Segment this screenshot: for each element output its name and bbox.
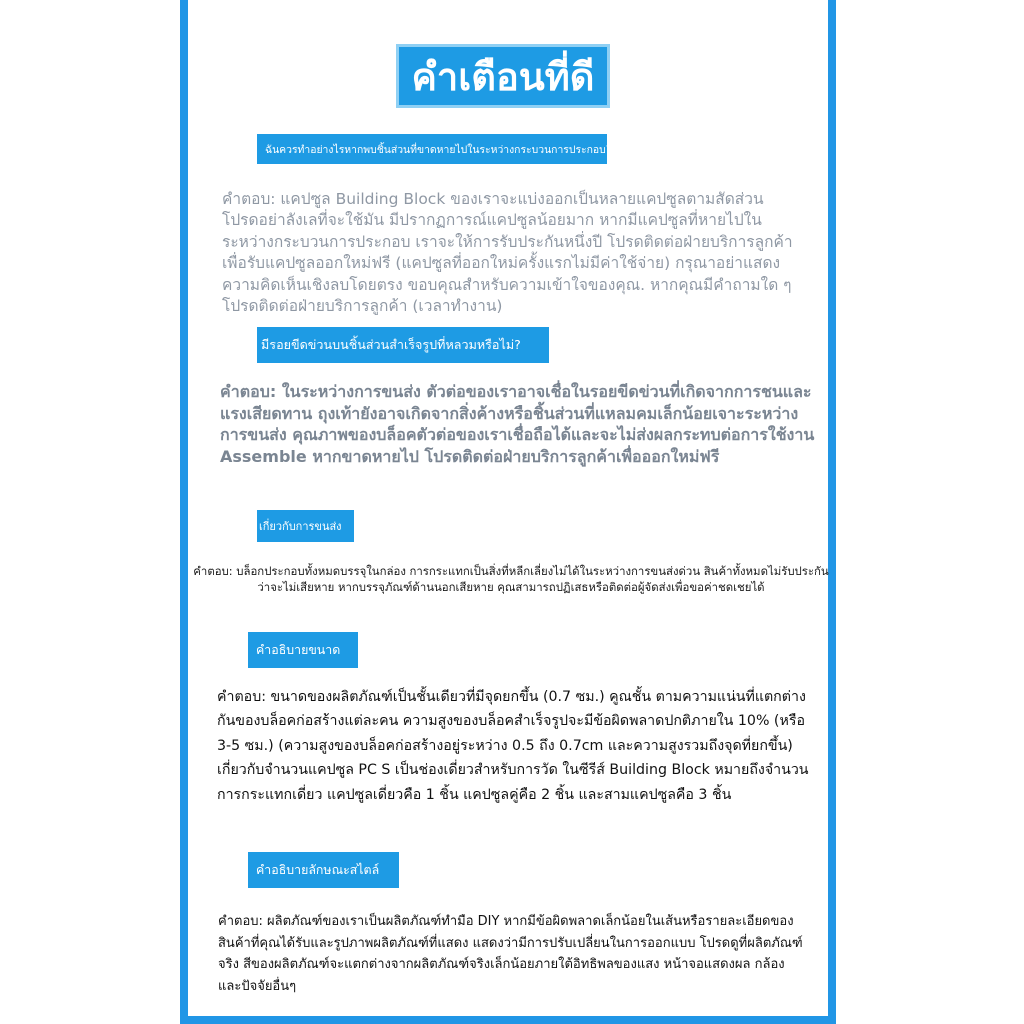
question-tag-missing-parts: ฉันควรทำอย่างไรหากพบชิ้นส่วนที่ขาดหายไปในระหว่างกระบวนการประกอบ? [257,134,607,164]
answer-missing-parts: คำตอบ: แคปซูล Building Block ของเราจะแบ่งออกเป็นหลายแคปซูลตามสัดส่วน โปรดอย่าลังเลที่จะใช้มัน มีปรากฏการณ์แคปซูลน้อยมาก หากมีแคปซูลที่หายไปในระหว่างกระบวนการประกอบ เราจะให้การรับประกันหนึ่งปี โปรดติดต่อฝ่ายบริการลูกค้าเพื่อรับแคปซูลออกใหม่ฟรี (แคปซูลที่ออกใหม่ครั้งแรกไม่มีค่าใช้จ่าย) กรุณาอย่าแสดงความคิดเห็นเชิงลบโดยตรง ขอบคุณสำหรับความเข้าใจของคุณ. หากคุณมีคำถามใด ๆ โปรดติดต่อฝ่ายบริการลูกค้า (เวลาทำงาน) [222,190,793,316]
question-tag-size: คำอธิบายขนาด [248,632,358,668]
page-title: คำเตือนที่ดี [396,44,610,108]
answer-shipping: คำตอบ: บล็อกประกอบทั้งหมดบรรจุในกล่อง การกระแทกเป็นสิ่งที่หลีกเลี่ยงไม่ได้ในระหว่างการขนส่งด่วน สินค้าทั้งหมดไม่รับประกันว่าจะไม่เสียหาย หากบรรจุภัณฑ์ด้านนอกเสียหาย คุณสามารถปฏิเสธหรือติดต่อผู้จัดส่งเพื่อขอค่าชดเชยได้ [193,564,829,594]
question-tag-scratches: มีรอยขีดข่วนบนชิ้นส่วนสำเร็จรูปที่หลวมหรือไม่? [257,327,549,363]
answer-scratches: คำตอบ: ในระหว่างการขนส่ง ตัวต่อของเราอาจเชื่อในรอยขีดข่วนที่เกิดจากการชนและแรงเสียดทาน ถุงเท้ายังอาจเกิดจากสิ่งค้างหรือชิ้นส่วนที่แหลมคมเล็กน้อยเจาะระหว่างการขนส่ง คุณภาพของบล็อคตัวต่อของเราเชื่อถือได้และจะไม่ส่งผลกระทบต่อการใช้งาน Assemble หากขาดหายไป โปรดติดต่อฝ่ายบริการลูกค้าเพื่อออกใหม่ฟรี [220,382,815,466]
answer-style: คำตอบ: ผลิตภัณฑ์ของเราเป็นผลิตภัณฑ์ทำมือ DIY หากมีข้อผิดพลาดเล็กน้อยในเส้นหรือรายละเอียดของสินค้าที่คุณได้รับและรูปภาพผลิตภัณฑ์ที่แสดง แสดงว่ามีการปรับเปลี่ยนในการออกแบบ โปรดดูที่ผลิตภัณฑ์จริง สีของผลิตภัณฑ์จะแตกต่างจากผลิตภัณฑ์จริงเล็กน้อยภายใต้อิทธิพลของแสง หน้าจอแสดงผล กล้อง และปัจจัยอื่นๆ [218,914,803,994]
question-tag-shipping: เกี่ยวกับการขนส่ง [257,510,354,542]
answer-size: คำตอบ: ขนาดของผลิตภัณฑ์เป็นชั้นเดียวที่มีจุดยกขึ้น (0.7 ซม.) คูณชั้น ตามความแน่นที่แตกต่างกันของบล็อคก่อสร้างแต่ละคน ความสูงของบล็อคสำเร็จรูปจะมีข้อผิดพลาดปกติภายใน 10% (หรือ 3-5 ซม.) (ความสูงของบล็อคก่อสร้างอยู่ระหว่าง 0.5 ถึง 0.7cm และความสูงรวมถึงจุดที่ยกขึ้น) เกี่ยวกับจำนวนแคปซูล PC S เป็นช่องเดี่ยวสำหรับการวัด ในซีรีส์ Building Block หมายถึงจำนวนการกระแทกเดี่ยว แคปซูลเดี่ยวคือ 1 ชิ้น แคปซูลคู่คือ 2 ชิ้น และสามแคปซูลคือ 3 ชิ้น [217,689,809,803]
question-tag-style: คำอธิบายลักษณะสไตล์ [248,852,399,888]
